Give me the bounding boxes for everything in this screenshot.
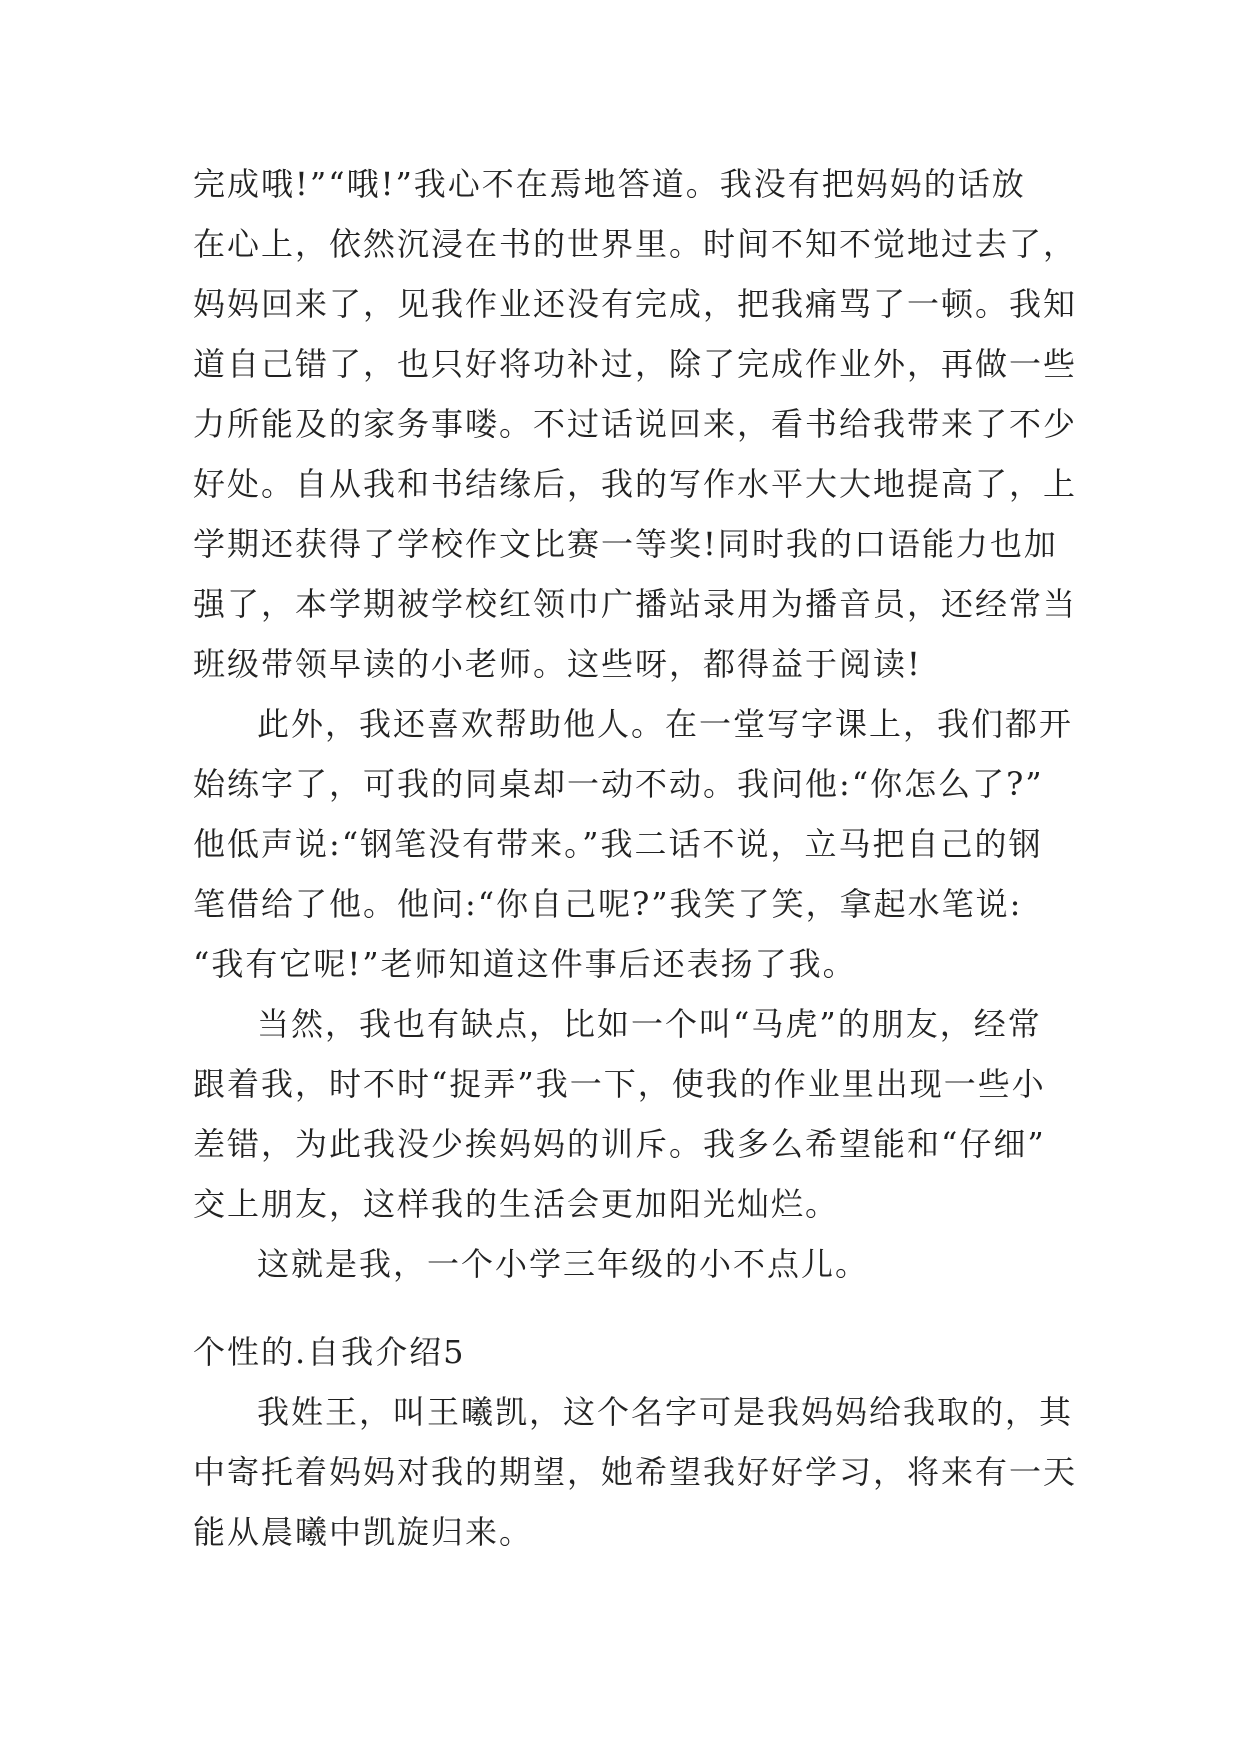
- paragraph-line: 力所能及的家务事喽。不过话说回来，看书给我带来了不少: [193, 405, 1078, 443]
- paragraph-line: 好处。自从我和书结缘后，我的写作水平大大地提高了，上: [193, 465, 1078, 503]
- paragraph-line: 跟着我，时不时“捉弄”我一下，使我的作业里出现一些小: [193, 1065, 1046, 1103]
- section-heading: 个性的.自我介绍5: [193, 1333, 466, 1371]
- paragraph-line: 强了，本学期被学校红领巾广播站录用为播音员，还经常当: [193, 585, 1078, 623]
- paragraph-line: 道自己错了，也只好将功补过，除了完成作业外，再做一些: [193, 345, 1078, 383]
- paragraph-line: 差错，为此我没少挨妈妈的训斥。我多么希望能和“仔细”: [193, 1125, 1046, 1163]
- paragraph-line: 始练字了，可我的同桌却一动不动。我问他:“你怎么了?”: [193, 765, 1044, 803]
- paragraph-line: 完成哦!”“哦!”我心不在焉地答道。我没有把妈妈的话放: [193, 165, 1026, 203]
- paragraph-line: 学期还获得了学校作文比赛一等奖!同时我的口语能力也加: [193, 525, 1058, 563]
- paragraph-line: 在心上，依然沉浸在书的世界里。时间不知不觉地过去了，: [193, 225, 1078, 263]
- paragraph-line: 他低声说:“钢笔没有带来。”我二话不说，立马把自己的钢: [193, 825, 1043, 863]
- paragraph-line: 能从晨曦中凯旋归来。: [193, 1513, 534, 1551]
- paragraph-line: 中寄托着妈妈对我的期望，她希望我好好学习，将来有一天: [193, 1453, 1078, 1491]
- paragraph-line: “我有它呢!”老师知道这件事后还表扬了我。: [193, 945, 857, 983]
- paragraph-line: 当然，我也有缺点，比如一个叫“马虎”的朋友，经常: [257, 1005, 1042, 1043]
- paragraph-line: 我姓王，叫王曦凯，这个名字可是我妈妈给我取的，其: [257, 1393, 1074, 1431]
- paragraph-line: 妈妈回来了，见我作业还没有完成，把我痛骂了一顿。我知: [193, 285, 1078, 323]
- paragraph-line: 此外，我还喜欢帮助他人。在一堂写字课上，我们都开: [257, 705, 1074, 743]
- paragraph-line: 笔借给了他。他问:“你自己呢?”我笑了笑，拿起水笔说:: [193, 885, 1023, 923]
- paragraph-line: 交上朋友，这样我的生活会更加阳光灿烂。: [193, 1185, 840, 1223]
- paragraph-line: 这就是我，一个小学三年级的小不点儿。: [257, 1245, 870, 1283]
- paragraph-line: 班级带领早读的小老师。这些呀，都得益于阅读!: [193, 645, 922, 683]
